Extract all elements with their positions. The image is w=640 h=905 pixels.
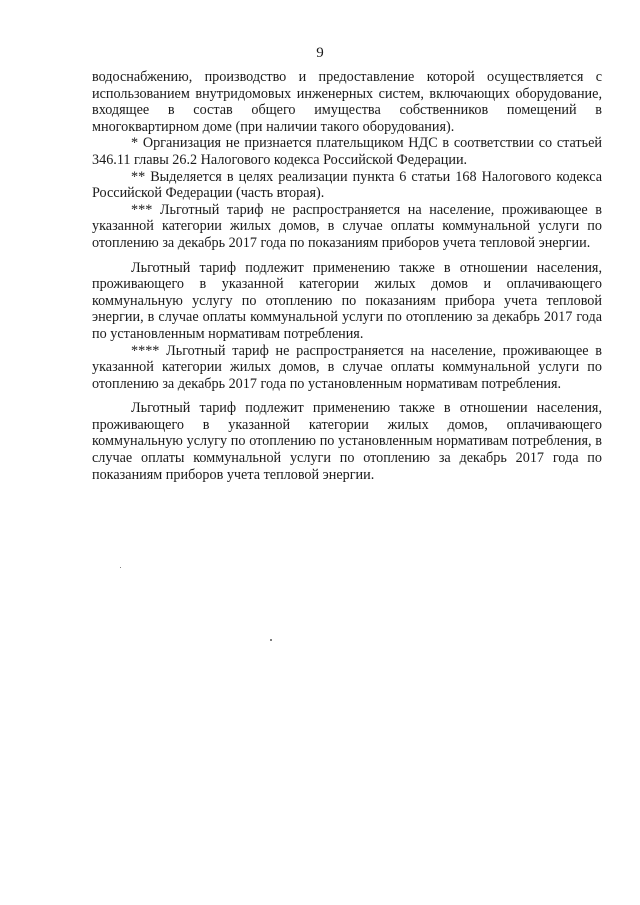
scan-speck [270, 639, 272, 641]
footnote-tariff-meter: *** Льготный тариф не распространяется на население, проживающее в указанной категории жилых домов, в случае оплаты коммунальной услуги по отоплению за декабрь 2017 года по показаниям приборов учета тепловой энергии. [92, 201, 602, 251]
paragraph-continuation: водоснабжению, производство и предоставление которой осуществляется с использованием внутридомовых инженерных систем, включающих оборудование, входящее в состав общего имущества собственников помещений в многоквартирном доме (при наличии такого оборудования). [92, 69, 602, 135]
footnote-vat-allocation: ** Выделяется в целях реализации пункта 6 статьи 168 Налогового кодекса Российской Федерации (часть вторая). [92, 168, 602, 202]
document-body [92, 69, 602, 483]
scan-speck [120, 567, 121, 568]
paragraph-tariff-applies-norms: Льготный тариф подлежит применению также в отношении населения, проживающего в указанной категории жилых домов, оплачивающего коммунальную услугу по отоплению по установленным нормативам потребления, в случае оплаты коммунальной услуги по отоплению за декабрь 2017 года по показаниям приборов учета тепловой энергии. [92, 400, 602, 483]
footnote-tariff-norms: **** Льготный тариф не распространяется на население, проживающее в указанной категории жилых домов, в случае оплаты коммунальной услуги по отоплению за декабрь 2017 года по установленным нормативам потребления. [92, 342, 602, 392]
paragraph-tariff-applies-meter: Льготный тариф подлежит применению также в отношении населения, проживающего в указанной категории жилых домов и оплачивающего коммунальную услугу по отоплению по показаниям прибора учета тепловой энергии, в случае оплаты коммунальной услуги по отоплению за декабрь 2017 года по установленным нормативам потребления. [92, 259, 602, 342]
footnote-vat-exemption: * Организация не признается плательщиком НДС в соответствии со статьей 346.11 главы 26.2 Налогового кодекса Российской Федерации. [92, 135, 602, 168]
page-number: 9 [316, 45, 324, 61]
